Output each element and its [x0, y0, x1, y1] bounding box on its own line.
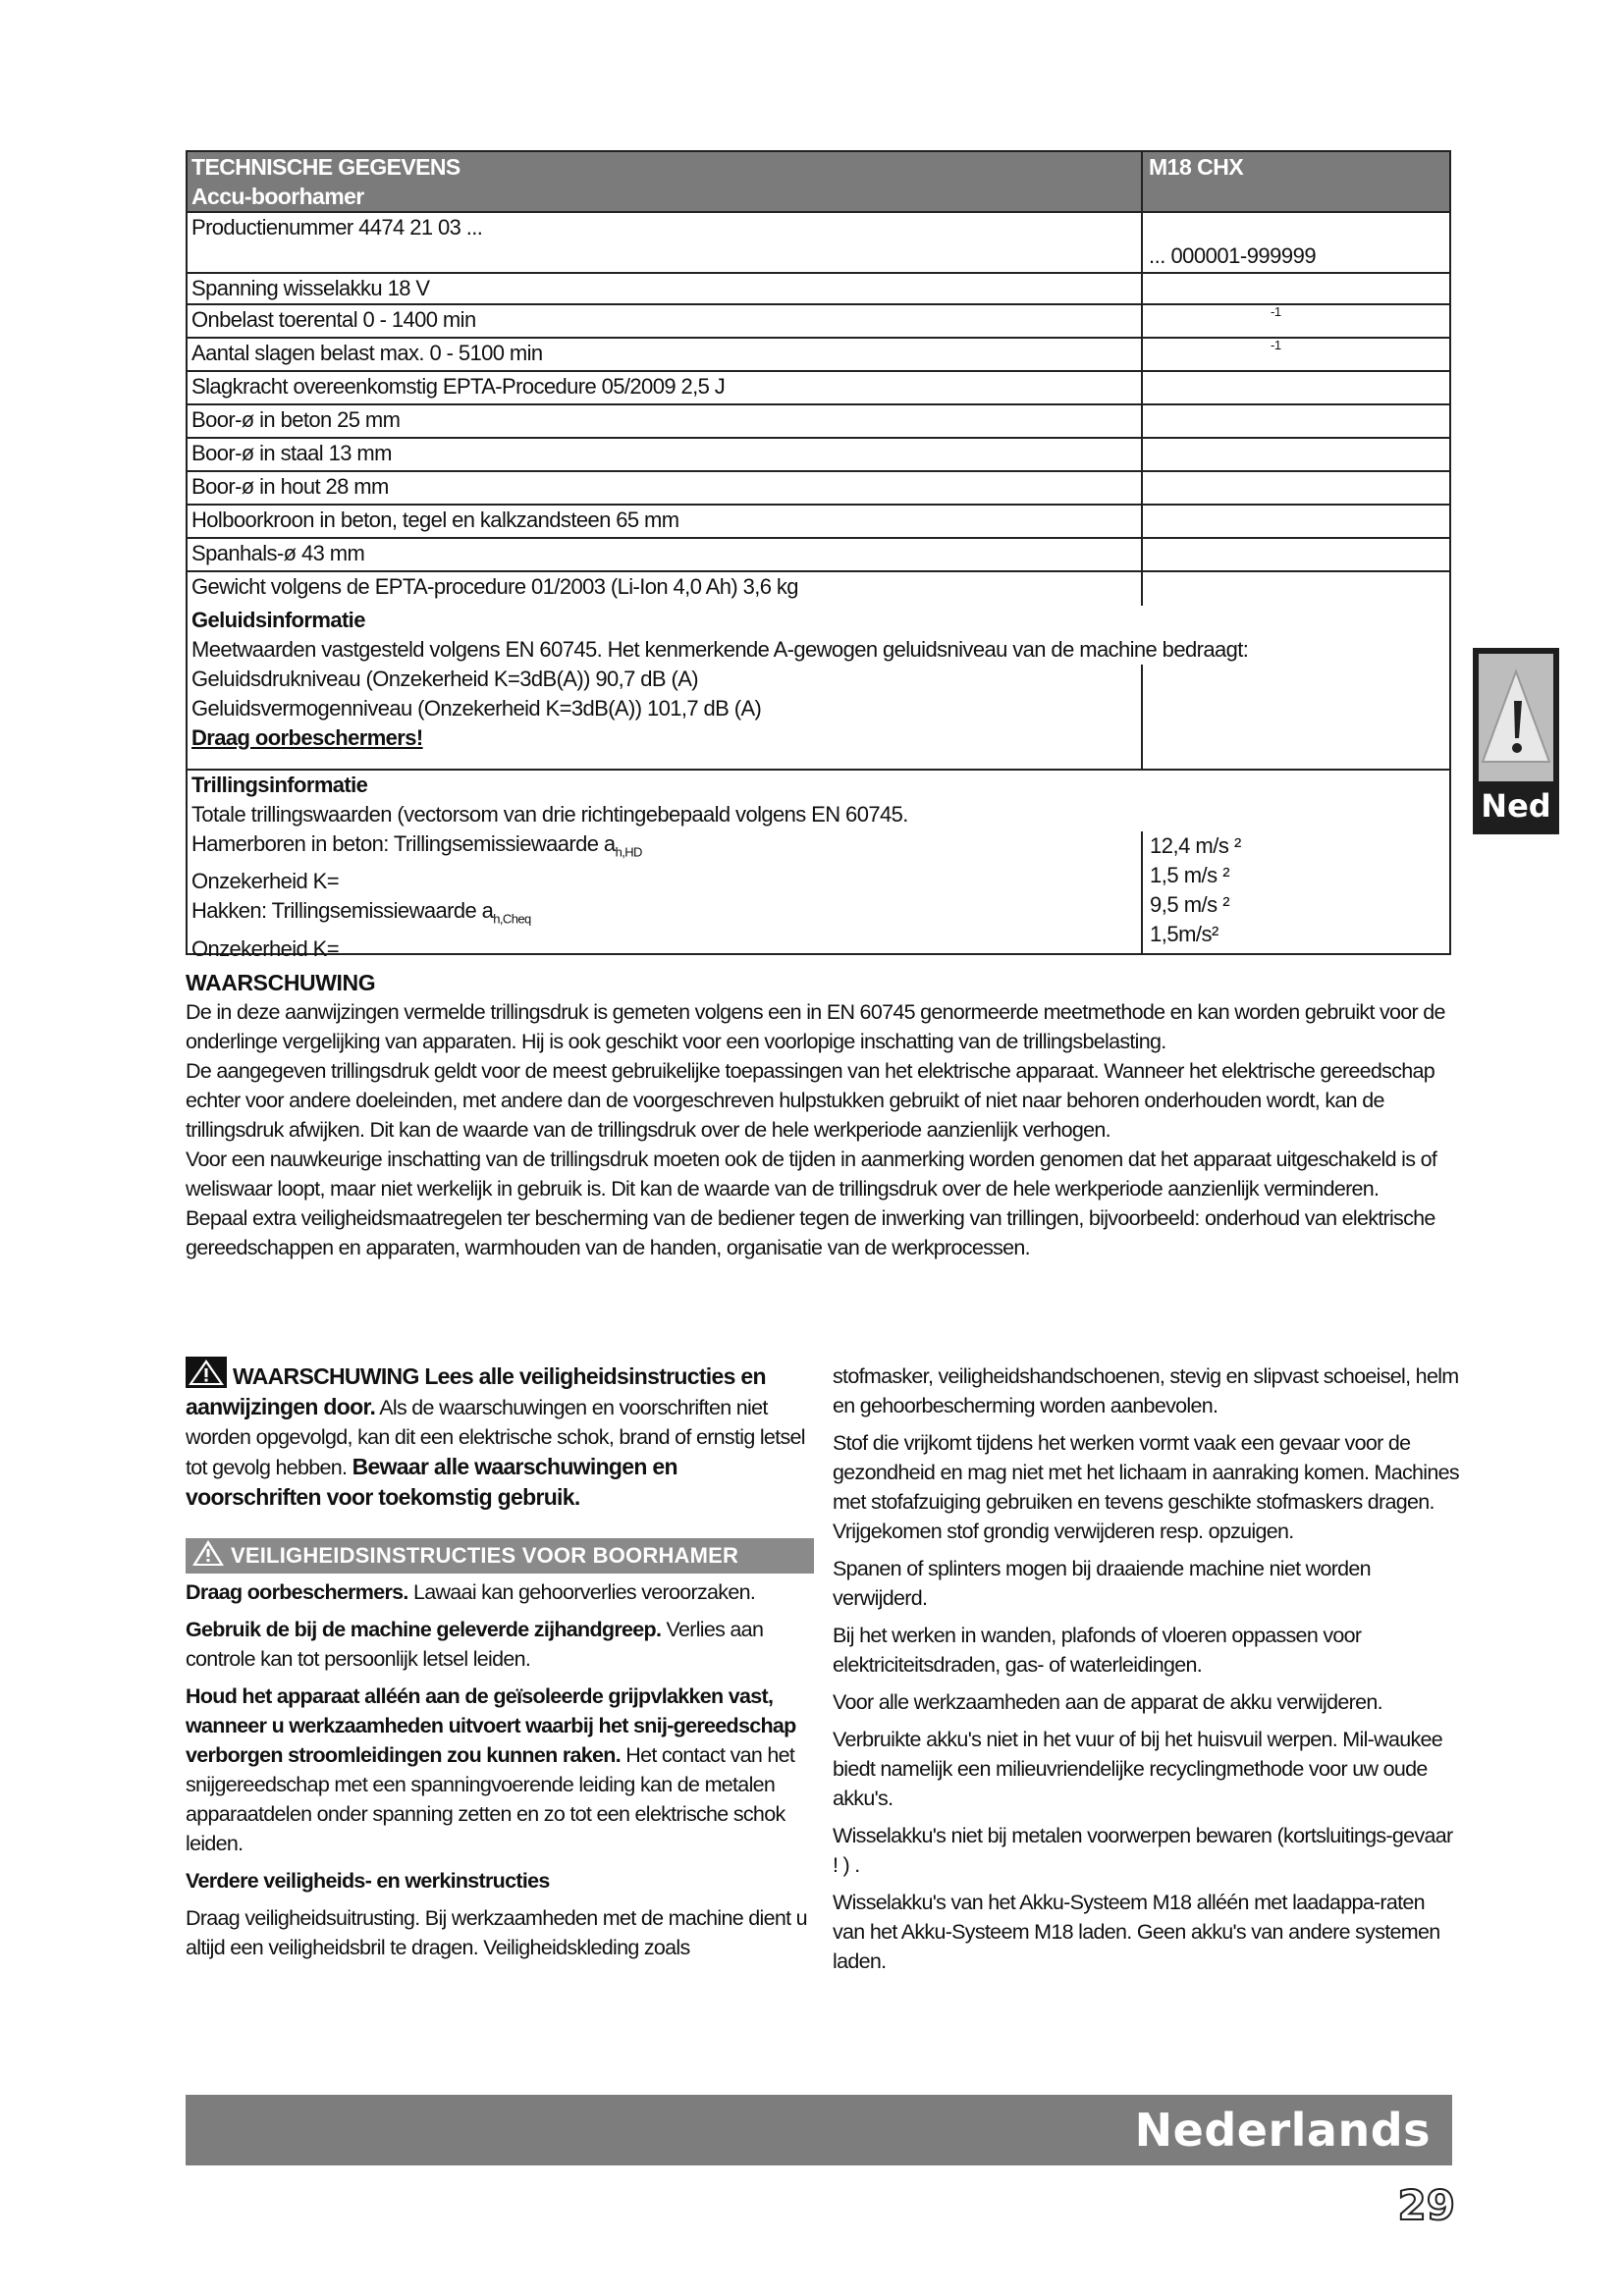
spec-row	[188, 439, 1449, 472]
noise-block	[188, 606, 1449, 771]
noise-divider	[1141, 665, 1143, 771]
spec-row-label: Spanhals-ø 43 mm	[188, 539, 1143, 570]
further-instructions-p1: Draag veiligheidsuitrusting. Bij werkzaamheden met de machine dient u altijd een veiligheidsbril te dragen. Veiligheidskleding zoals	[186, 1906, 807, 1959]
page-number: 29	[1397, 2181, 1455, 2229]
language-side-tab	[1473, 648, 1559, 834]
general-warning-bold2: Bewaar alle waarschuwingen en voorschriften voor toekomstig gebruik.	[186, 1454, 677, 1510]
right-column-paragraph: stofmasker, veiligheidshandschoenen, stevig en slipvast schoeisel, helm en gehoorbescherming worden aanbevolen.	[833, 1364, 1459, 1417]
spec-row	[188, 405, 1449, 439]
spec-row	[188, 339, 1449, 372]
noise-intro: Meetwaarden vastgesteld volgens EN 60745. Het kenmerkende A-gewogen geluidsniveau van de machine bedraagt:	[191, 637, 1249, 662]
warning-paragraph: Bepaal extra veiligheidsmaatregelen ter bescherming van de bediener tegen de inwerking van trillingen, bijvoorbeeld: onderhoud van elektrische gereedschappen en apparaten, warmhouden van de handen, organisatie van de werkprocessen.	[186, 1206, 1435, 1259]
spec-product-cell	[1143, 213, 1449, 272]
safety-p2-bold: Gebruik de bij de machine geleverde zijhandgreep.	[186, 1618, 662, 1641]
footer-language: Nederlands	[1134, 2104, 1431, 2157]
noise-title: Geluidsinformatie	[191, 608, 365, 632]
spec-row-value	[1143, 572, 1449, 606]
right-column-paragraph: Verbruikte akku's niet in het vuur of bij het huisvuil werpen. Mil-waukee biedt namelijk een milieuvriendelijke recyclingmethode voor uw oude akku's.	[833, 1728, 1443, 1810]
spec-row-value	[1143, 506, 1449, 537]
warning-triangle-graphic	[1479, 654, 1553, 781]
spec-row-value	[1143, 339, 1449, 370]
spec-row-product	[188, 213, 1449, 274]
footer-language-bar	[186, 2095, 1452, 2165]
spec-row-label: Boor-ø in beton 25 mm	[188, 405, 1143, 437]
spec-table	[186, 150, 1451, 961]
noise-power: Geluidsvermogenniveau (Onzekerheid K=3dB(A)) 101,7 dB (A)	[191, 696, 762, 721]
warning-paragraph: De in deze aanwijzingen vermelde trillingsdruk is gemeten volgens een in EN 60745 genormeerde meetmethode en kan worden gebruikt voor de onderlinge vergelijking van apparaten. Hij is ook geschikt voor een voorlopige inschatting van de trillingsbelasting.	[186, 1000, 1445, 1053]
spec-row-label: Onbelast toerental 0 - 1400 min	[188, 305, 1143, 337]
spec-row-value	[1143, 472, 1449, 504]
general-warning-text: Als de waarschuwingen en voorschriften niet worden opgevolgd, kan dit een elektrische schok, brand of ernstig letsel tot gevolg hebben.	[186, 1396, 805, 1479]
spec-row-label: Gewicht volgens de EPTA-procedure 01/2003 (Li-Ion 4,0 Ah) 3,6 kg	[188, 572, 1143, 606]
right-column	[833, 1362, 1461, 1984]
spec-row	[188, 372, 1449, 405]
spec-row-superscript: -1	[1271, 304, 1281, 319]
warning-paragraph: Voor een nauwkeurige inschatting van de trillingsdruk moeten ook de tijden in aanmerking worden genomen dat het apparaat uitgeschakeld is of weliswaar loopt, maar niet werkelijk in gebruik is. Dit kan de waarde van de trillingsdruk over de hele werkperiode aanzienlijk verminderen.	[186, 1148, 1437, 1201]
vibration-hammer-label: Hamerboren in beton: Trillingsemissiewaarde a	[191, 831, 616, 856]
spec-row-label: Slagkracht overeenkomstig EPTA-Procedure 05/2009 2,5 J	[188, 372, 1143, 403]
warning-triangle-icon	[1479, 654, 1553, 781]
spec-row-superscript: -1	[1271, 338, 1281, 352]
spec-row	[188, 572, 1449, 606]
right-column-paragraph: Wisselakku's niet bij metalen voorwerpen bewaren (kortsluitings-gevaar ! ) .	[833, 1824, 1453, 1877]
vibration-block	[188, 771, 1449, 961]
right-column-paragraph: Voor alle werkzaamheden aan de apparat de akku verwijderen.	[833, 1690, 1382, 1714]
vibration-uncertainty-2: Onzekerheid K=	[191, 935, 339, 961]
vibration-intro: Totale trillingswaarden (vectorsom van drie richtingebepaald volgens EN 60745.	[191, 802, 908, 827]
vibration-uncertainty-1: Onzekerheid K=	[191, 869, 339, 894]
safety-p2-text: Verlies aan controle kan tot persoonlijk letsel leiden.	[186, 1618, 764, 1671]
right-column-paragraph: Spanen of splinters mogen bij draaiende machine niet worden verwijderd.	[833, 1557, 1371, 1610]
spec-header-title: TECHNISCHE GEGEVENS	[191, 154, 460, 180]
spec-row-value	[1143, 372, 1449, 403]
safety-p1-text: Lawaai kan gehoorverlies veroorzaken.	[407, 1580, 756, 1604]
warning-body	[186, 997, 1457, 1262]
warning-icon	[191, 1539, 225, 1567]
vibration-chisel-value: 9,5 m/s ²	[1150, 892, 1230, 917]
spec-row	[188, 305, 1449, 339]
vibration-chisel	[188, 896, 1449, 934]
noise-pressure: Geluidsdrukniveau (Onzekerheid K=3dB(A)) 90,7 dB (A)	[191, 667, 699, 691]
right-column-paragraph: Bij het werken in wanden, plafonds of vloeren oppassen voor elektriciteitsdraden, gas- of waterleidingen.	[833, 1624, 1362, 1677]
safety-p3	[186, 1682, 814, 1858]
vibration-chisel-sub: h,Cheq	[493, 911, 531, 927]
safety-p3-text: Het contact van het snijgereedschap met een spanningvoerende leiding kan de metalen apparaatdelen onder spanning zetten en zo tot een elektrische schok leiden.	[186, 1743, 795, 1855]
spec-rows	[188, 274, 1449, 606]
spec-row-label: Holboorkroon in beton, tegel en kalkzandsteen 65 mm	[188, 506, 1143, 537]
safety-instructions-bar	[186, 1538, 814, 1574]
right-column-paragraph: Stof die vrijkomt tijdens het werken vormt vaak een gevaar voor de gezondheid en mag niet met het lichaam in aanraking komen. Machines met stofafzuiging gebruiken en tevens geschikte stofmaskers dragen. Vrijgekomen stof grondig verwijderen resp. opzuigen.	[833, 1431, 1459, 1543]
general-warning	[186, 1357, 814, 1513]
spec-row-value	[1143, 274, 1449, 303]
spec-header-model: M18 CHX	[1149, 154, 1244, 180]
safety-bar-title: VEILIGHEIDSINSTRUCTIES VOOR BOORHAMER	[231, 1543, 739, 1568]
safety-p1-bold: Draag oorbeschermers.	[186, 1580, 408, 1604]
warning-paragraph: De aangegeven trillingsdruk geldt voor de meest gebruikelijke toepassingen van het elektrische apparaat. Wanneer het elektrische gereedschap echter voor andere doeleinden, met andere dan de voorgeschreven hulpstukken gebruikt of niet naar behoren onderhouden wordt, kan de trillingsdruk afwijken. Dit kan de waarde van de trillingsdruk over de hele werkperiode aanzienlijk verhogen.	[186, 1059, 1435, 1142]
vibration-chisel-label: Hakken: Trillingsemissiewaarde a	[191, 898, 494, 924]
vibration-hammer-value: 12,4 m/s ²	[1150, 833, 1241, 858]
vibration-unc1-value: 1,5 m/s ²	[1150, 863, 1230, 887]
spec-row-value	[1143, 405, 1449, 437]
spec-product-value: ... 000001-999999	[1149, 243, 1317, 268]
left-column	[186, 1357, 814, 1970]
spec-header-left	[188, 152, 1143, 211]
spec-row-label: Boor-ø in hout 28 mm	[188, 472, 1143, 504]
spec-header-row	[188, 152, 1449, 213]
safety-p2	[186, 1615, 814, 1674]
side-tab-label: Ned	[1481, 787, 1551, 825]
noise-protect: Draag oorbeschermers!	[191, 725, 423, 750]
vibration-hammer	[188, 829, 1449, 867]
safety-p1	[186, 1577, 814, 1607]
right-column-paragraph: Wisselakku's van het Akku-Systeem M18 alléén met laadappa-raten van het Akku-Systeem M18 laden. Geen akku's van andere systemen laden.	[833, 1891, 1440, 1973]
warning-title: WAARSCHUWING	[186, 970, 376, 995]
vibration-unc2-value: 1,5m/s²	[1150, 922, 1218, 946]
spec-row-label: Boor-ø in staal 13 mm	[188, 439, 1143, 470]
spec-header-subtitle: Accu-boorhamer	[191, 184, 364, 209]
further-instructions-heading: Verdere veiligheids- en werkinstructies	[186, 1869, 550, 1893]
spec-row-value	[1143, 305, 1449, 337]
vibration-title: Trillingsinformatie	[191, 773, 368, 797]
spec-row	[188, 472, 1449, 506]
warning-icon	[186, 1357, 227, 1388]
spec-row-label: Spanning wisselakku 18 V	[188, 274, 1143, 303]
spec-row	[188, 274, 1449, 305]
spec-row-value	[1143, 539, 1449, 570]
spec-product-label: Productienummer 4474 21 03 ...	[188, 213, 1143, 272]
spec-row-value	[1143, 439, 1449, 470]
spec-row	[188, 539, 1449, 572]
general-warning-bold: WAARSCHUWING Lees alle veiligheidsinstructies en aanwijzingen door.	[186, 1363, 766, 1419]
vibration-divider	[1141, 831, 1143, 953]
spec-row-label: Aantal slagen belast max. 0 - 5100 min	[188, 339, 1143, 370]
spec-row	[188, 506, 1449, 539]
safety-p3-bold: Houd het apparaat alléén aan de geïsoleerde grijpvlakken vast, wanneer u werkzaamheden uitvoert waarbij het snij-gereedschap verborgen stroomleidingen zou kunnen raken.	[186, 1684, 796, 1767]
vibration-hammer-sub: h,HD	[615, 844, 642, 860]
